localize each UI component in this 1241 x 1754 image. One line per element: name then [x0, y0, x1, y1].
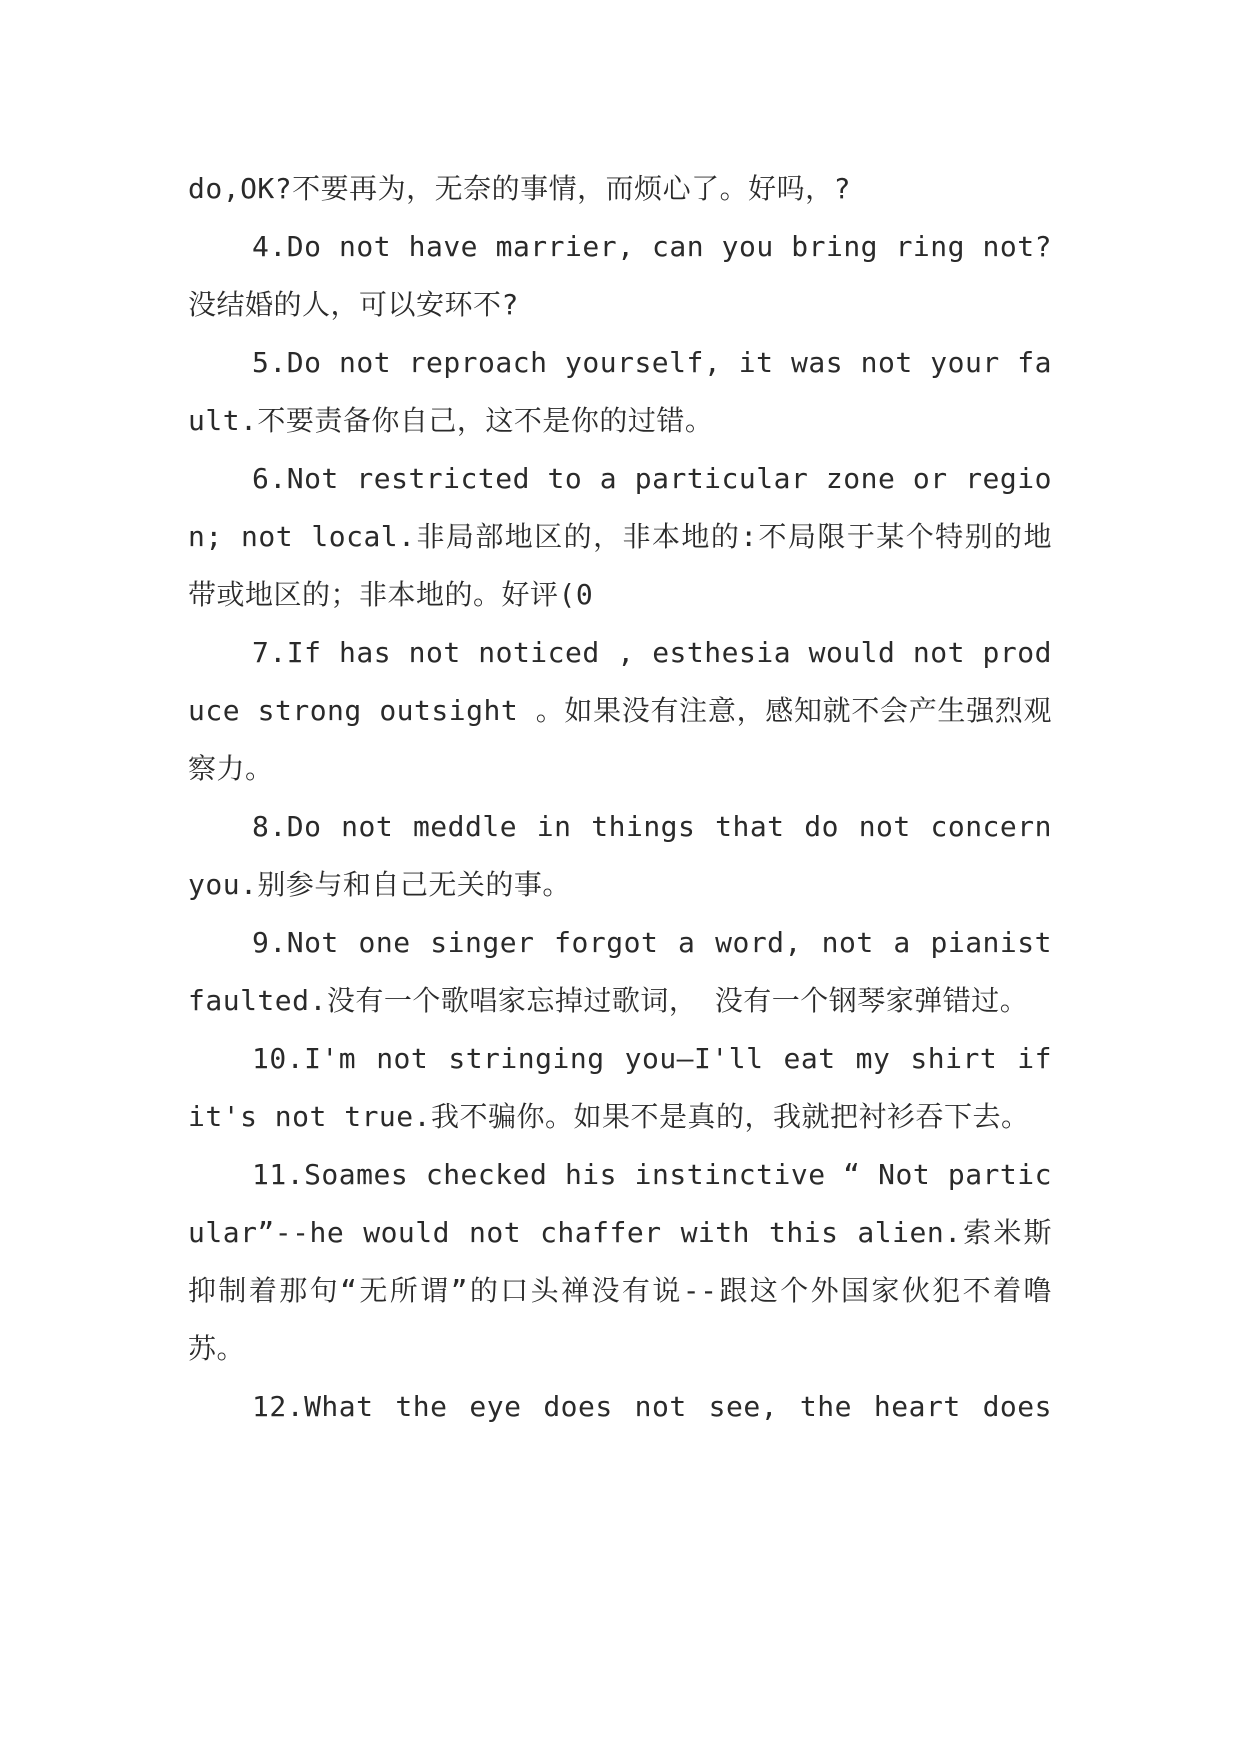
document-page	[188, 160, 1052, 1436]
paragraph-item-12: 12.What the eye does not see, the heart does	[252, 1390, 1052, 1423]
paragraph-continuation: do,OK?不要再为，无奈的事情，而烦心了。好吗，?	[188, 172, 852, 205]
paragraph-item-9: 9.Not one singer forgot a word, not a pianist faulted.没有一个歌唱家忘掉过歌词， 没有一个钢琴家弹错过。	[188, 926, 1052, 1017]
paragraph-item-8: 8.Do not meddle in things that do not concern you.别参与和自己无关的事。	[188, 810, 1052, 901]
paragraph-item-7: 7.If has not noticed , esthesia would not produce strong outsight 。如果没有注意，感知就不会产生强烈观察力。	[188, 636, 1052, 785]
paragraph-item-6: 6.Not restricted to a particular zone or region; not local.非局部地区的，非本地的:不局限于某个特别的地带或地区的；非本地的。好评(0	[188, 462, 1052, 611]
paragraph-item-4: 4.Do not have marrier, can you bring ring not? 没结婚的人，可以安环不?	[188, 230, 1052, 321]
paragraph-item-5: 5.Do not reproach yourself, it was not your fault.不要责备你自己，这不是你的过错。	[188, 346, 1052, 437]
paragraph-item-10: 10.I'm not stringing you—I'll eat my shirt if it's not true.我不骗你。如果不是真的，我就把衬衫吞下去。	[188, 1042, 1052, 1133]
paragraph-item-11: 11.Soames checked his instinctive “ Not particular”--he would not chaffer with this alien.索米斯抑制着那句“无所谓”的口头禅没有说--跟这个外国家伙犯不着噜苏。	[188, 1158, 1052, 1365]
